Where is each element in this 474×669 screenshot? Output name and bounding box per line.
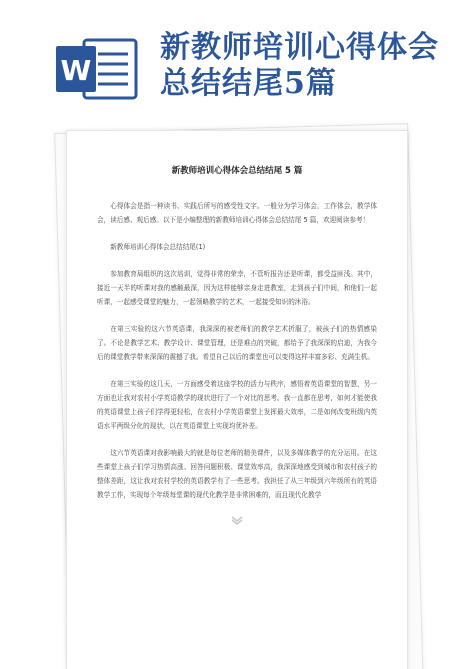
document-section-heading: 新教师培训心得体会总结结尾(1)	[110, 243, 206, 251]
document-paragraph: 这六节英语课对我影响最大的就是每位老师的精美课件，以及多媒体教学的充分运用。在这些课堂上孩子们学习热情高涨、回答问题积极、课堂效率高，我深深地感受到城市和农村孩子的整体差距，这让我对农村学校的英语教学有了一些思考。我担任了从三年级到六年级所有的英语教学工作，实现每个年级每堂课的现代化教学是非常困难的，而且现代化教学	[97, 449, 377, 499]
document-title: 新教师培训心得体会总结结尾 5 篇	[171, 166, 303, 176]
document-paragraph: 在第三实验的这六节英语课，我深深的被老师们的教学艺术折服了，被孩子们的热情感染了。不论是教学艺术、教学设计、课堂管理，还是难点的突破，都给予了我深深的启迪，为我今后的课堂教学带来深深的震撼了我。希望自己以后的课堂也可以变得这样丰富多彩、充满生机。	[97, 325, 377, 361]
word-document-icon	[54, 38, 138, 100]
document-page	[66, 130, 408, 669]
word-logo-letter: W	[60, 54, 92, 87]
document-preview	[0, 118, 474, 669]
document-paragraph: 参加教育局组织的这次培训，觉得非常的荣幸，不管听报告还是听课，都受益匪浅。其中，接近一天半的听课对我的感触最深，因为这样能够亲身走进教室，走到孩子们中间，和他们一起听课，一起感受课堂的魅力，一起领略教学的艺术，一起接受知识的沐浴。	[97, 270, 377, 306]
header	[0, 0, 474, 118]
scroll-more-icon[interactable]	[230, 515, 244, 525]
document-paragraph-intro: 心得体会是指一种读书、实践后所写的感受性文字。一般分为学习体会，工作体会，教学体会，读后感、观后感。以下是小编整理的新教师培训心得体会总结结尾 5 篇，欢迎阅读参考！	[97, 202, 377, 224]
page-title: 新教师培训心得体会总结结尾5篇	[160, 30, 439, 101]
document-paragraph: 在第三实验的这几天，一方面感受着这座学校的活力与秩序，感悟着英语课堂的智慧，另一方面也让我对农村小学英语教学的现状进行了一个对比的思考。我一直都在思考，如何才能使我的英语课堂上孩子们学得更轻松，在农村小学英语课堂上发挥最大效率，二是如何改变班级内英语水平两级分化的现状，以在英语课堂上实现均优补差。	[97, 380, 377, 430]
